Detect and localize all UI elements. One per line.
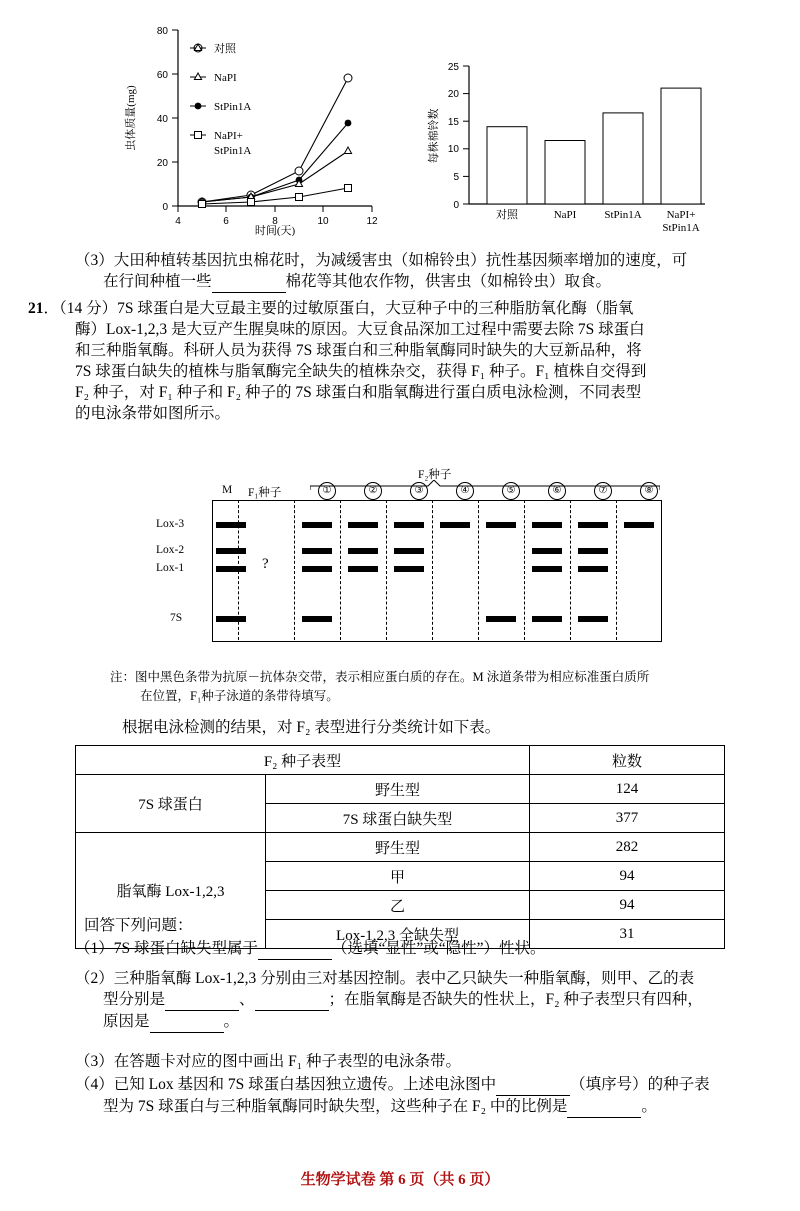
svg-text:40: 40 bbox=[156, 114, 168, 125]
svg-text:NaPI: NaPI bbox=[553, 209, 577, 221]
q4-line2-b: 。 bbox=[641, 1098, 657, 1115]
q21-number: 21 bbox=[28, 300, 44, 317]
gel-lane-6: ⑥ bbox=[548, 482, 566, 500]
table-cell-count: 124 bbox=[530, 775, 725, 804]
sub-question-1 bbox=[75, 938, 730, 960]
figure-gel-electrophoresis bbox=[150, 470, 670, 660]
q21-line-3: 7S 球蛋白缺失的植株与脂氧酶完全缺失的植株杂交，获得 F₁ 种子。F₁ 植株自交得到 bbox=[75, 363, 647, 380]
gel-lane-3: ③ bbox=[410, 482, 428, 500]
gel-lane-2: ② bbox=[364, 482, 382, 500]
q3-blank[interactable] bbox=[212, 271, 286, 293]
q4-blank-2[interactable] bbox=[567, 1096, 641, 1118]
table-cell-count: 94 bbox=[530, 891, 725, 920]
q2-line3-a: 原因是 bbox=[103, 1013, 150, 1030]
gel-lane-4: ④ bbox=[456, 482, 474, 500]
q4-line1 bbox=[75, 1074, 730, 1096]
svg-text:StPin1A: StPin1A bbox=[214, 145, 252, 157]
q2-line1: （2）三种脂氧酶 Lox-1,2,3 分别由三对基因控制。表中乙只缺失一种脂氧酶，则甲、乙的表 bbox=[75, 970, 695, 987]
note-line1 bbox=[110, 668, 690, 687]
svg-text:10: 10 bbox=[447, 144, 459, 155]
svg-text:80: 80 bbox=[156, 26, 168, 37]
table-cell-type: 野生型 bbox=[266, 775, 530, 804]
q2-line2-b: 、 bbox=[239, 991, 255, 1008]
svg-text:NaPI+: NaPI+ bbox=[214, 130, 243, 142]
svg-text:0: 0 bbox=[162, 202, 168, 213]
table-cell-type: 甲 bbox=[266, 862, 530, 891]
page-footer: 生物学试卷 第 6 页（共 6 页） bbox=[300, 1172, 500, 1188]
q1-text-a: （1）7S 球蛋白缺失型属于 bbox=[75, 940, 258, 957]
q2-line2-a: 型分别是 bbox=[103, 991, 166, 1008]
q2-line3-b: 。 bbox=[223, 1013, 240, 1030]
svg-text:每株棉铃数: 每株棉铃数 bbox=[428, 108, 440, 164]
q3-line1: （3）大田种植转基因抗虫棉花时，为减缓害虫（如棉铃虫）抗性基因频率增加的速度，可 bbox=[75, 252, 688, 269]
table-cell-type: 7S 球蛋白缺失型 bbox=[266, 804, 530, 833]
svg-text:4: 4 bbox=[175, 216, 181, 227]
answer-prompt: 回答下列问题： bbox=[84, 917, 193, 934]
svg-text:12: 12 bbox=[366, 216, 378, 227]
gel-lane-1: ① bbox=[318, 482, 336, 500]
svg-text:对照: 对照 bbox=[214, 43, 236, 55]
svg-text:6: 6 bbox=[223, 216, 229, 227]
svg-text:虫体质量(mg): 虫体质量(mg) bbox=[125, 85, 137, 151]
q2-blank-3[interactable] bbox=[150, 1011, 224, 1033]
q4-line2-a: 型为 7S 球蛋白与三种脂氧酶同时缺失型，这些种子在 F₂ 中的比例是 bbox=[103, 1098, 568, 1115]
q1-blank[interactable] bbox=[258, 938, 332, 960]
svg-text:20: 20 bbox=[447, 89, 459, 100]
table-group-7s: 7S 球蛋白 bbox=[76, 775, 266, 833]
question-21 bbox=[28, 298, 728, 424]
line-chart-insect-mass bbox=[110, 18, 400, 236]
gel-row-lox3: Lox-3 bbox=[156, 518, 185, 530]
table-intro: 根据电泳检测的结果，对 F₂ 表型进行分类统计如下表。 bbox=[122, 719, 501, 736]
q21-line-0: ．（14 分）7S 球蛋白是大豆最主要的过敏原蛋白，大豆种子中的三种脂肪氧化酶（脂氧 bbox=[43, 300, 634, 317]
q1-text-b: （选填“显性”或“隐性”）性状。 bbox=[332, 940, 546, 957]
table-row bbox=[76, 775, 725, 804]
gel-lane-7: ⑦ bbox=[594, 482, 612, 500]
table-header-row bbox=[76, 746, 725, 775]
question-3 bbox=[75, 250, 730, 293]
note-label: 注： bbox=[110, 670, 136, 684]
table-cell-type: Lox-1,2,3 全缺失型 bbox=[266, 920, 530, 949]
table-cell-count: 94 bbox=[530, 862, 725, 891]
table-header-phenotype: F₂ 种子表型 bbox=[76, 746, 530, 775]
svg-text:StPin1A: StPin1A bbox=[662, 222, 700, 234]
table-group-lox: 脂氧酶 Lox-1,2,3 bbox=[76, 833, 266, 949]
svg-text:0: 0 bbox=[453, 200, 459, 211]
figure-note bbox=[110, 668, 690, 706]
note-line1-text: 图中黑色条带为抗原－抗体杂交带，表示相应蛋白质的存在。M 泳道条带为相应标准蛋白质所 bbox=[135, 670, 650, 684]
table-cell-count: 282 bbox=[530, 833, 725, 862]
svg-text:10: 10 bbox=[317, 216, 329, 227]
svg-text:NaPI+: NaPI+ bbox=[666, 209, 696, 221]
svg-text:20: 20 bbox=[156, 158, 168, 169]
q21-line-1: 酶）Lox-1,2,3 是大豆产生腥臭味的原因。大豆食品深加工过程中需要去除 7S 球蛋白 bbox=[75, 321, 645, 338]
q4-line2 bbox=[75, 1096, 730, 1118]
q3-line2-b: 棉花等其他农作物，供害虫（如棉铃虫）取食。 bbox=[285, 273, 612, 290]
table-cell-count: 31 bbox=[530, 920, 725, 949]
table-cell-type: 野生型 bbox=[266, 833, 530, 862]
svg-text:5: 5 bbox=[453, 172, 459, 183]
q3-line2-a: 在行间种植一些 bbox=[103, 273, 212, 290]
gel-col-M: M bbox=[222, 484, 233, 496]
sub-question-2 bbox=[75, 968, 730, 1033]
table-row bbox=[76, 833, 725, 862]
gel-row-lox1: Lox-1 bbox=[156, 562, 185, 574]
svg-text:15: 15 bbox=[447, 117, 459, 128]
q21-line-4: F₂ 种子，对 F₁ 种子和 F₂ 种子的 7S 球蛋白和脂氧酶进行蛋白质电泳检测，不同表型 bbox=[75, 384, 642, 401]
figure-charts bbox=[0, 18, 800, 236]
q3-line2 bbox=[75, 271, 730, 293]
svg-text:时间(天): 时间(天) bbox=[254, 225, 296, 236]
svg-text:StPin1A: StPin1A bbox=[604, 209, 642, 221]
gel-f2-label: F₂种子 bbox=[418, 469, 452, 481]
note-line2: 在位置，F₁种子泳道的条带待填写。 bbox=[140, 689, 339, 703]
q4-line1-a: （4）已知 Lox 基因和 7S 球蛋白基因独立遗传。上述电泳图中 bbox=[75, 1076, 497, 1093]
q2-blank-1[interactable] bbox=[165, 989, 239, 1011]
q4-blank-1[interactable] bbox=[496, 1074, 570, 1096]
svg-text:25: 25 bbox=[447, 62, 459, 73]
sub-question-3: （3）在答题卡对应的图中画出 F₁ 种子表型的电泳条带。 bbox=[75, 1053, 462, 1070]
gel-row-7s: 7S bbox=[170, 612, 183, 624]
q21-line-2: 和三种脂氧酶。科研人员为获得 7S 球蛋白和三种脂氧酶同时缺失的大豆新品种，将 bbox=[75, 342, 642, 359]
gel-col-F1: F₁种子 bbox=[248, 487, 282, 499]
table-cell-type: 乙 bbox=[266, 891, 530, 920]
svg-text:NaPI: NaPI bbox=[214, 72, 237, 84]
q4-line1-b: （填序号）的种子表 bbox=[570, 1076, 710, 1093]
q21-line-5: 的电泳条带如图所示。 bbox=[75, 405, 231, 422]
svg-text:对照: 对照 bbox=[496, 209, 518, 221]
table-cell-count: 377 bbox=[530, 804, 725, 833]
q2-line3 bbox=[75, 1011, 730, 1033]
gel-row-lox2: Lox-2 bbox=[156, 544, 185, 556]
gel-lane-8: ⑧ bbox=[640, 482, 658, 500]
bar-chart-bolls-per-plant bbox=[415, 18, 735, 236]
q2-line2-c: ；在脂氧酶是否缺失的性状上，F₂ 种子表型只有四种， bbox=[328, 991, 703, 1008]
svg-text:60: 60 bbox=[156, 70, 168, 81]
gel-f1-unknown: ? bbox=[262, 556, 269, 572]
svg-text:8: 8 bbox=[272, 216, 278, 227]
q2-blank-2[interactable] bbox=[255, 989, 329, 1011]
svg-text:StPin1A: StPin1A bbox=[214, 101, 252, 113]
table-header-count: 粒数 bbox=[530, 746, 725, 775]
sub-question-4 bbox=[75, 1074, 730, 1118]
gel-lane-5: ⑤ bbox=[502, 482, 520, 500]
q2-line2 bbox=[75, 989, 730, 1011]
